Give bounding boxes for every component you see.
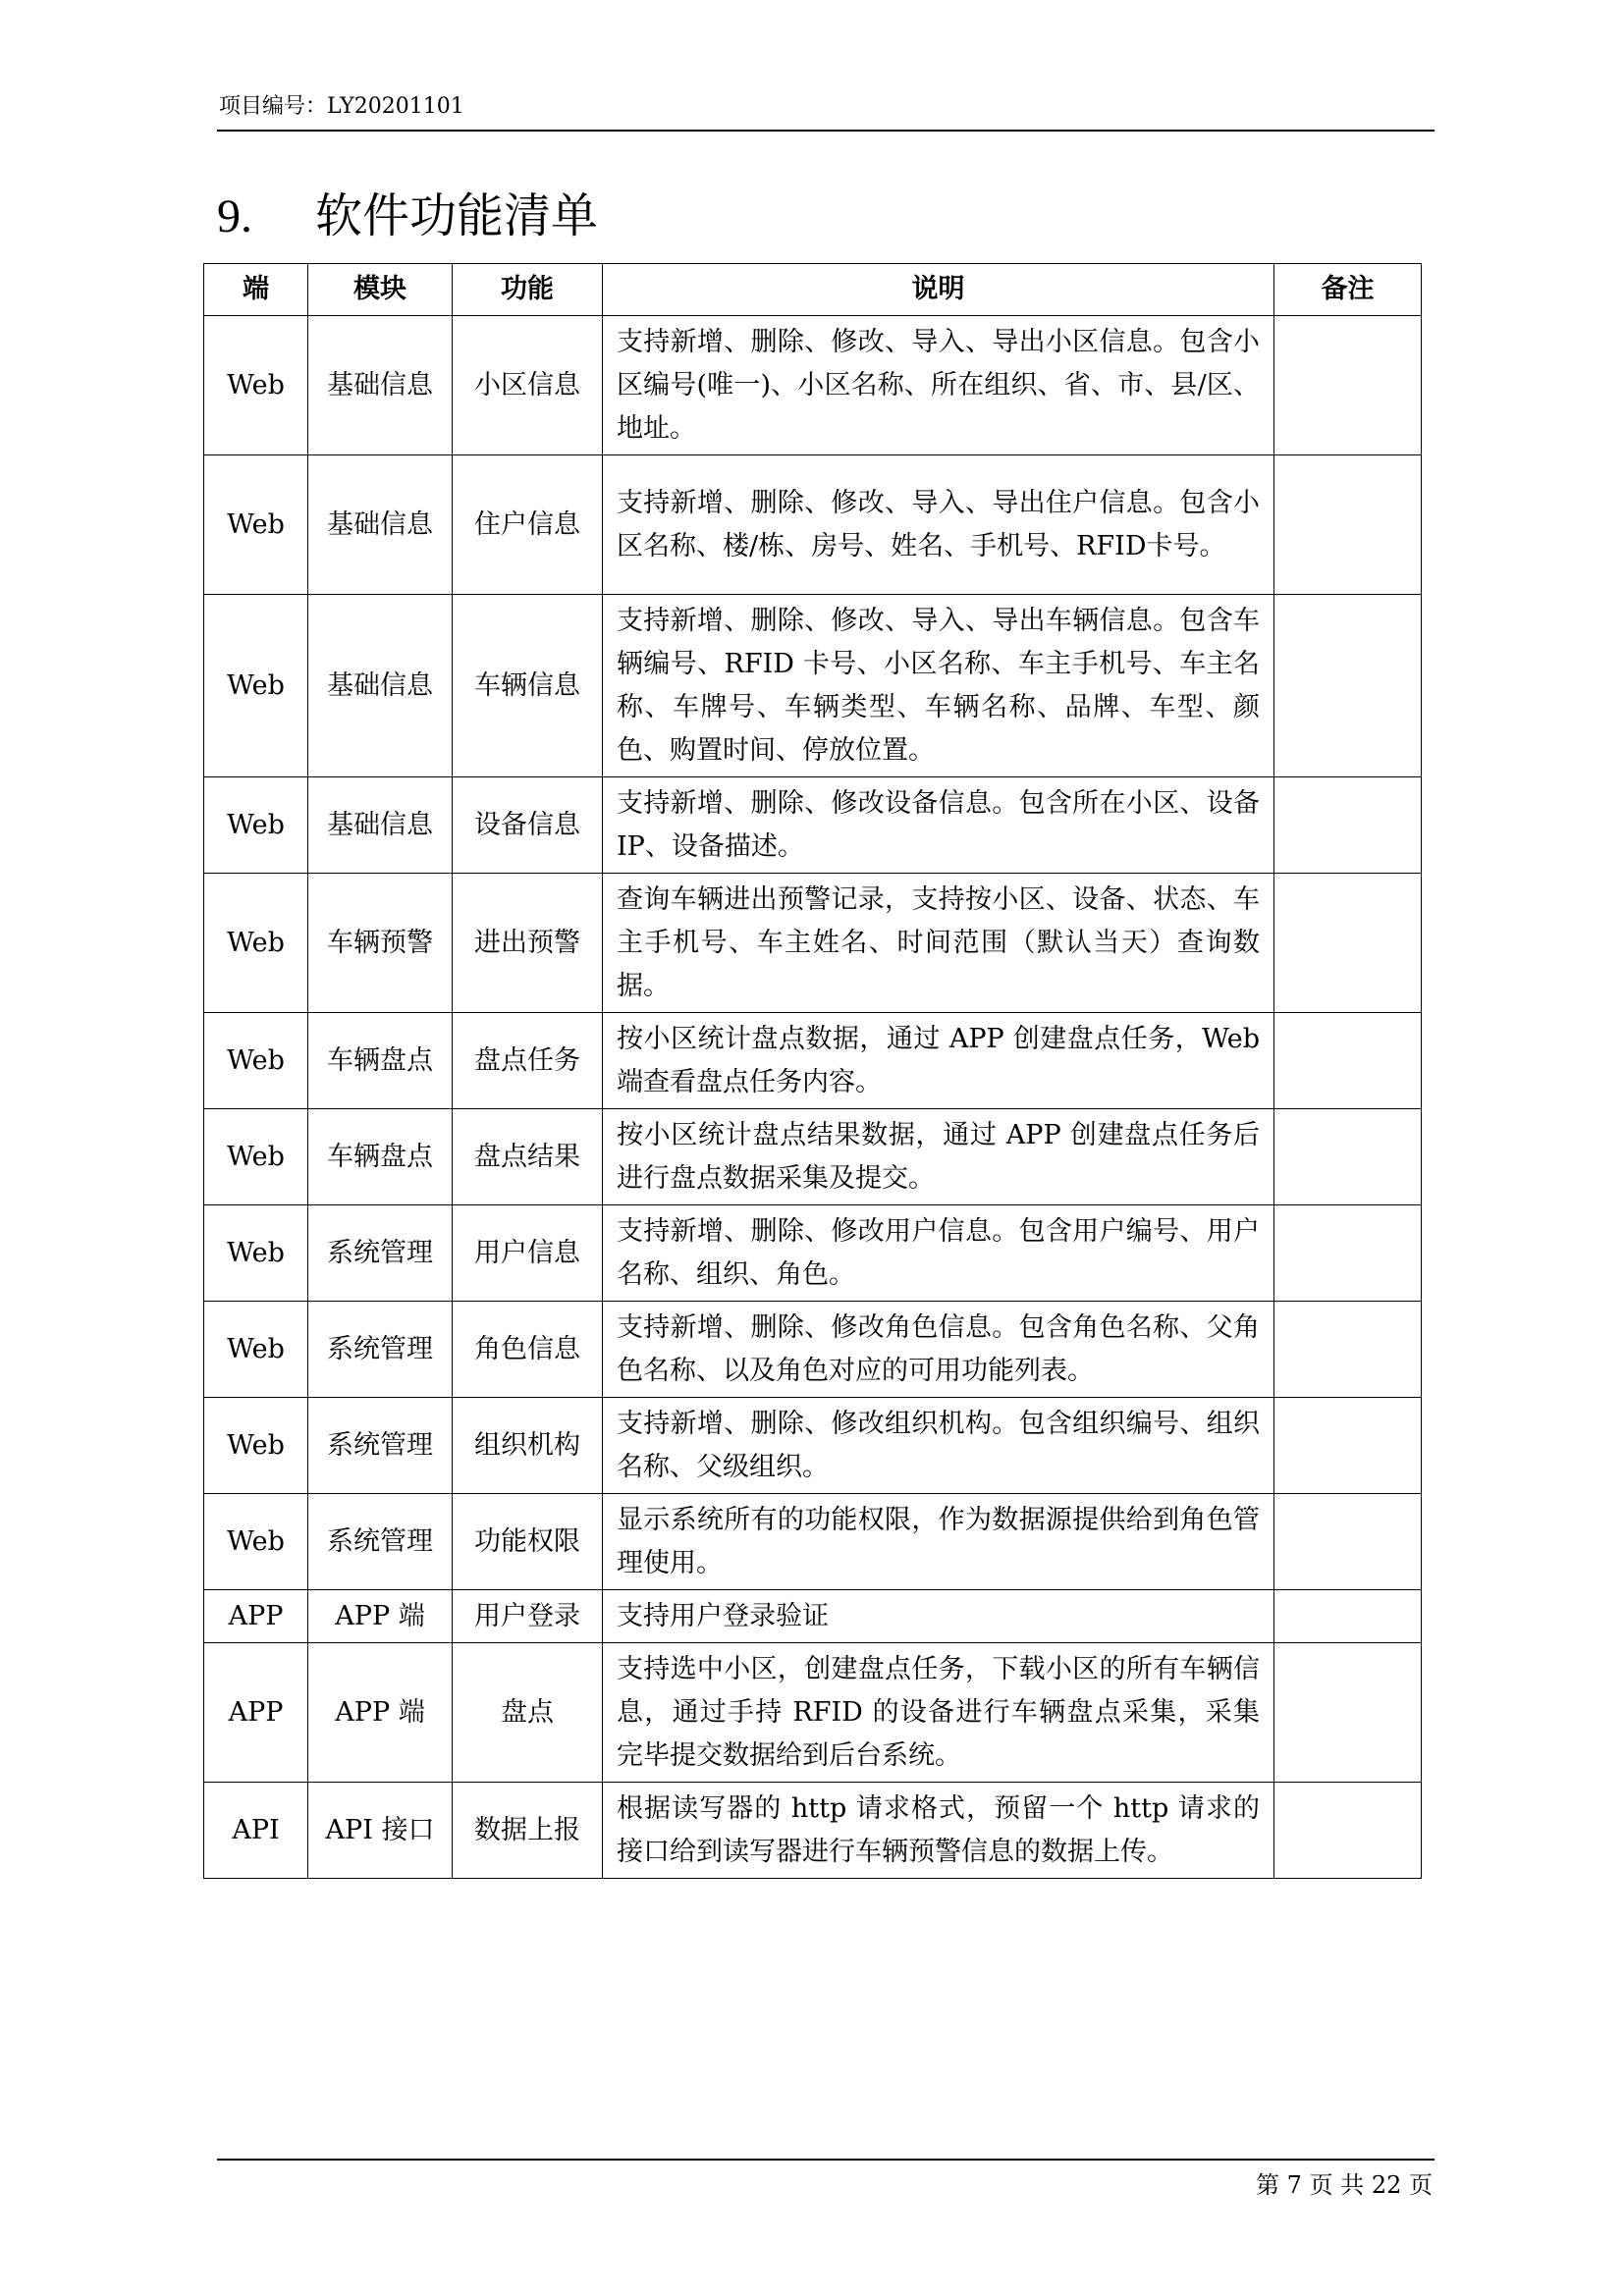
cell-end: Web (204, 874, 308, 1013)
table-row (204, 874, 1422, 1013)
section-title: 软件功能清单 (315, 188, 599, 243)
cell-function: 功能权限 (453, 1494, 603, 1590)
cell-remark (1274, 1590, 1422, 1643)
cell-module: 系统管理 (308, 1494, 453, 1590)
table-row (204, 1590, 1422, 1643)
table-row (204, 1109, 1422, 1205)
cell-remark (1274, 595, 1422, 777)
cell-remark (1274, 1205, 1422, 1302)
cell-module: 车辆盘点 (308, 1109, 453, 1205)
cell-end: APP (204, 1590, 308, 1643)
cell-remark (1274, 1643, 1422, 1783)
cell-module: 系统管理 (308, 1398, 453, 1494)
cell-description: 支持新增、删除、修改、导入、导出住户信息。包含小区名称、楼/栋、房号、姓名、手机号、RFID卡号。 (603, 455, 1274, 595)
cell-end: Web (204, 777, 308, 874)
cell-description: 支持新增、删除、修改用户信息。包含用户编号、用户名称、组织、角色。 (603, 1205, 1274, 1302)
cell-function: 组织机构 (453, 1398, 603, 1494)
table-header-row (204, 264, 1422, 316)
feature-table (203, 263, 1422, 1879)
cell-module: 系统管理 (308, 1302, 453, 1398)
cell-description: 支持新增、删除、修改、导入、导出车辆信息。包含车辆编号、RFID 卡号、小区名称、车主手机号、车主名称、车牌号、车辆类型、车辆名称、品牌、车型、颜色、购置时间、停放位置。 (603, 595, 1274, 777)
cell-function: 盘点 (453, 1643, 603, 1783)
cell-description: 查询车辆进出预警记录，支持按小区、设备、状态、车主手机号、车主姓名、时间范围（默认当天）查询数据。 (603, 874, 1274, 1013)
cell-description: 支持新增、删除、修改组织机构。包含组织编号、组织名称、父级组织。 (603, 1398, 1274, 1494)
page-number: 第 7 页 共 22 页 (1256, 2171, 1433, 2199)
column-header-function: 功能 (453, 264, 603, 316)
cell-function: 盘点任务 (453, 1013, 603, 1109)
table-row (204, 1013, 1422, 1109)
cell-module: 基础信息 (308, 595, 453, 777)
cell-function: 车辆信息 (453, 595, 603, 777)
cell-end: Web (204, 1398, 308, 1494)
cell-function: 用户信息 (453, 1205, 603, 1302)
section-heading (217, 185, 598, 247)
cell-remark (1274, 1783, 1422, 1879)
cell-description: 支持新增、删除、修改设备信息。包含所在小区、设备 IP、设备描述。 (603, 777, 1274, 874)
table-row (204, 455, 1422, 595)
table-row (204, 1643, 1422, 1783)
page-header (217, 92, 1435, 132)
cell-function: 设备信息 (453, 777, 603, 874)
cell-remark (1274, 455, 1422, 595)
cell-module: 基础信息 (308, 455, 453, 595)
cell-function: 角色信息 (453, 1302, 603, 1398)
cell-module: APP 端 (308, 1590, 453, 1643)
table-row (204, 595, 1422, 777)
cell-description: 根据读写器的 http 请求格式，预留一个 http 请求的接口给到读写器进行车辆预警信息的数据上传。 (603, 1783, 1274, 1879)
cell-remark (1274, 874, 1422, 1013)
cell-end: Web (204, 1205, 308, 1302)
table-row (204, 1205, 1422, 1302)
cell-end: APP (204, 1643, 308, 1783)
section-number: 9. (217, 190, 252, 242)
cell-module: 基础信息 (308, 316, 453, 455)
cell-description: 支持新增、删除、修改角色信息。包含角色名称、父角色名称、以及角色对应的可用功能列表。 (603, 1302, 1274, 1398)
cell-remark (1274, 1302, 1422, 1398)
cell-end: Web (204, 1109, 308, 1205)
cell-remark (1274, 1398, 1422, 1494)
cell-end: Web (204, 1302, 308, 1398)
cell-description: 按小区统计盘点结果数据，通过 APP 创建盘点任务后进行盘点数据采集及提交。 (603, 1109, 1274, 1205)
table-row (204, 1302, 1422, 1398)
cell-module: 基础信息 (308, 777, 453, 874)
column-header-remark: 备注 (1274, 264, 1422, 316)
table-row (204, 1398, 1422, 1494)
cell-end: Web (204, 595, 308, 777)
project-number: 项目编号：LY20201101 (219, 94, 464, 119)
cell-function: 用户登录 (453, 1590, 603, 1643)
cell-function: 进出预警 (453, 874, 603, 1013)
cell-description: 支持新增、删除、修改、导入、导出小区信息。包含小区编号(唯一)、小区名称、所在组织、省、市、县/区、地址。 (603, 316, 1274, 455)
cell-description: 支持选中小区，创建盘点任务，下载小区的所有车辆信息，通过手持 RFID 的设备进行车辆盘点采集，采集完毕提交数据给到后台系统。 (603, 1643, 1274, 1783)
cell-remark (1274, 777, 1422, 874)
table-body (204, 316, 1422, 1879)
cell-module: API 接口 (308, 1783, 453, 1879)
cell-description: 显示系统所有的功能权限，作为数据源提供给到角色管理使用。 (603, 1494, 1274, 1590)
cell-end: API (204, 1783, 308, 1879)
cell-module: 车辆盘点 (308, 1013, 453, 1109)
cell-end: Web (204, 316, 308, 455)
table-row (204, 1494, 1422, 1590)
table-row (204, 1783, 1422, 1879)
page-footer (217, 2159, 1435, 2210)
cell-module: 系统管理 (308, 1205, 453, 1302)
column-header-module: 模块 (308, 264, 453, 316)
cell-function: 数据上报 (453, 1783, 603, 1879)
table-row (204, 316, 1422, 455)
cell-function: 小区信息 (453, 316, 603, 455)
cell-module: 车辆预警 (308, 874, 453, 1013)
cell-remark (1274, 1013, 1422, 1109)
cell-remark (1274, 1494, 1422, 1590)
column-header-end: 端 (204, 264, 308, 316)
cell-remark (1274, 316, 1422, 455)
column-header-description: 说明 (603, 264, 1274, 316)
cell-remark (1274, 1109, 1422, 1205)
cell-end: Web (204, 1494, 308, 1590)
cell-description: 支持用户登录验证 (603, 1590, 1274, 1643)
cell-function: 盘点结果 (453, 1109, 603, 1205)
cell-end: Web (204, 455, 308, 595)
cell-description: 按小区统计盘点数据，通过 APP 创建盘点任务，Web端查看盘点任务内容。 (603, 1013, 1274, 1109)
cell-function: 住户信息 (453, 455, 603, 595)
cell-end: Web (204, 1013, 308, 1109)
cell-module: APP 端 (308, 1643, 453, 1783)
table-row (204, 777, 1422, 874)
